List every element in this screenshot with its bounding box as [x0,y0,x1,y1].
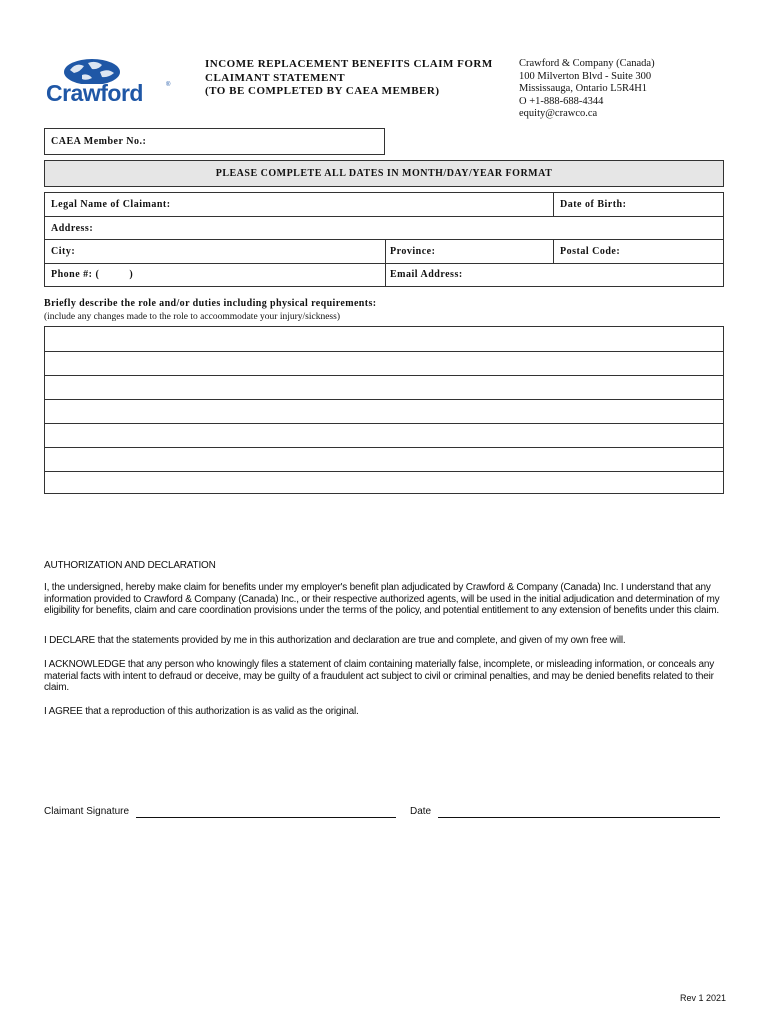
province-label: Province: [390,246,436,257]
company-phone: O +1-888-688-4344 [519,95,604,107]
phone-label: Phone #: ( ) [51,269,134,280]
province-field[interactable] [386,240,553,263]
claimant-info-grid [44,192,724,287]
declare-paragraph: I DECLARE that the statements provided by me in this authorization and declaration are true and complete, and given of my own free will. [44,635,626,646]
writing-line [45,471,723,472]
claimant-signature-label: Claimant Signature [44,806,130,817]
company-address1: 100 Milverton Blvd - Suite 300 [519,70,652,82]
address-field[interactable] [45,217,723,239]
duties-heading: Briefly describe the role and/or duties including physical requirements: [44,298,377,309]
legal-name-label: Legal Name of Claimant: [51,199,171,210]
phone-field[interactable] [45,264,385,287]
form-title [205,58,493,99]
writing-line [45,375,723,376]
crawford-logo [44,56,174,106]
company-email[interactable]: equity@crawco.ca [519,108,598,119]
writing-line [45,351,723,352]
dob-label: Date of Birth: [560,199,627,210]
claimant-signature-line[interactable] [136,817,396,818]
duties-text-area[interactable] [44,326,724,494]
dob-field[interactable] [554,193,724,216]
company-info [519,58,655,121]
address-label: Address: [51,223,94,234]
duties-subheading: (include any changes made to the role to accoommodate your injury/sickness) [44,312,340,322]
writing-line [45,399,723,400]
dates-format-banner [44,160,724,187]
legal-name-field[interactable] [45,193,553,216]
form-title-line2: CLAIMANT STATEMENT [205,71,346,84]
city-label: City: [51,246,76,257]
company-name: Crawford & Company (Canada) [519,58,655,69]
date-label: Date [410,806,432,817]
form-title-line1: INCOME REPLACEMENT BENEFITS CLAIM FORM [205,58,493,70]
writing-line [45,447,723,448]
member-no-label: CAEA Member No.: [51,136,147,147]
postal-code-field[interactable] [554,240,724,263]
company-address2: Mississauga, Ontario L5R4H1 [519,83,648,94]
city-field[interactable] [45,240,385,263]
acknowledge-paragraph: I ACKNOWLEDGE that any person who knowingly files a statement of claim containing materially false, incomplete, or misleading information, or conceals any material facts with intent to defraud or deceive, may be guilty of a fraudulent act subject to civil or criminal penalties, and may be denied benefits related to their claim. [44,659,715,693]
email-label: Email Address: [390,269,463,280]
email-field[interactable] [386,264,724,287]
writing-line [45,423,723,424]
dates-format-text: PLEASE COMPLETE ALL DATES IN MONTH/DAY/YEAR FORMAT [215,168,553,179]
logo-wordmark: Crawford [46,80,143,106]
postal-code-label: Postal Code: [560,246,621,257]
agree-paragraph: I AGREE that a reproduction of this authorization is as valid as the original. [44,706,359,717]
date-line[interactable] [438,817,720,818]
logo-trademark: ® [166,82,171,88]
authorization-heading: AUTHORIZATION AND DECLARATION [44,560,216,571]
authorization-paragraph: I, the undersigned, hereby make claim for benefits under my employer's benefit plan adjudicated by Crawford & Company (Canada) Inc. I understand that any information provided to Crawford & Company (Canada) Inc., or their respective authorized agents, will be used in the initial adjudication and determination of my eligibility for benefits, claim and care coordination provisions under the terms of the policy, and potential entitlement to any extension of benefits under this claim. [44,582,720,616]
revision-note: Rev 1 2021 [679,993,726,1003]
form-title-line3: (TO BE COMPLETED BY CAEA MEMBER) [205,85,440,97]
member-no-field[interactable] [44,128,385,155]
